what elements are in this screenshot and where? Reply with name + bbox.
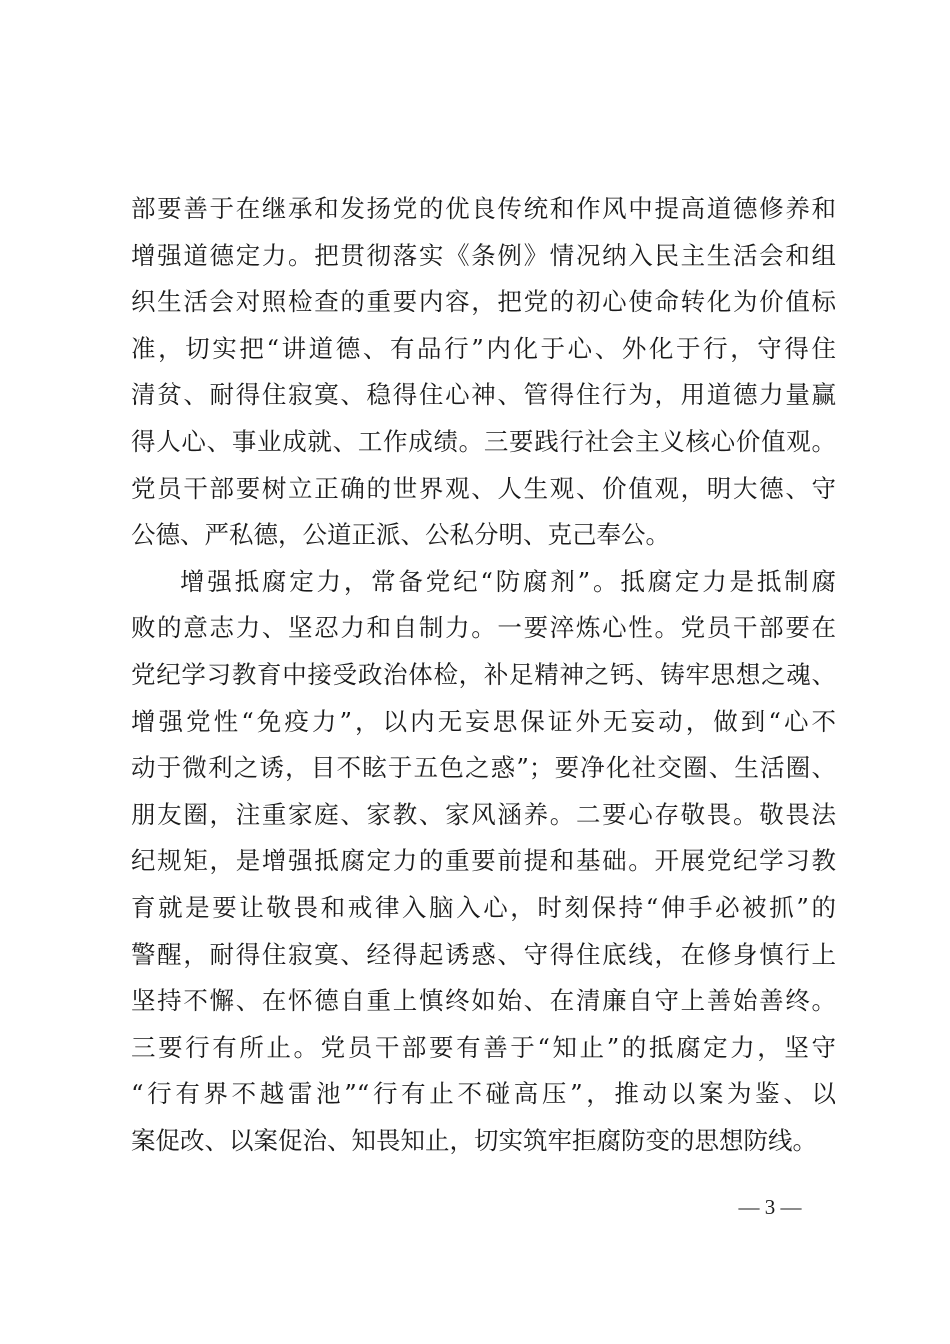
text-line: 织生活会对照检查的重要内容，把党的初心使命转化为价值标 <box>131 287 836 317</box>
text-line: 增强道德定力。把贯彻落实《条例》情况纳入民主生活会和组 <box>131 240 836 270</box>
text-line: “行有界不越雷池”“行有止不碰高压”，推动以案为鉴、以 <box>131 1079 836 1109</box>
text-line: 清贫、耐得住寂寞、稳得住心神、管得住行为，用道德力量赢 <box>131 380 836 410</box>
text-line: 增强党性“免疫力”，以内无妄思保证外无妄动，做到“心不 <box>131 706 836 736</box>
text-line: 动于微利之诱，目不眩于五色之惑”；要净化社交圈、生活圈、 <box>131 753 836 783</box>
text-line: 公德、严私德，公道正派、公私分明、克己奉公。 <box>131 520 670 550</box>
text-line: 案促改、以案促治、知畏知止，切实筑牢拒腐防变的思想防线。 <box>131 1125 817 1155</box>
text-line: 增强抵腐定力，常备党纪“防腐剂”。抵腐定力是抵制腐 <box>180 566 836 596</box>
text-line: 纪规矩，是增强抵腐定力的重要前提和基础。开展党纪学习教 <box>131 846 836 876</box>
text-line: 育就是要让敬畏和戒律入脑入心，时刻保持“伸手必被抓”的 <box>131 892 836 922</box>
text-line: 党纪学习教育中接受政治体检，补足精神之钙、铸牢思想之魂、 <box>131 659 836 689</box>
text-line: 朋友圈，注重家庭、家教、家风涵养。二要心存敬畏。敬畏法 <box>131 799 836 829</box>
text-line: 警醒，耐得住寂寞、经得起诱惑、守得住底线，在修身慎行上 <box>131 939 836 969</box>
paragraph-2 <box>131 559 836 1165</box>
page-number: — 3 — <box>738 1195 802 1219</box>
text-line: 部要善于在继承和发扬党的优良传统和作风中提高道德修养和 <box>131 194 836 223</box>
text-line: 败的意志力、坚忍力和自制力。一要淬炼心性。党员干部要在 <box>131 613 836 643</box>
text-line: 三要行有所止。党员干部要有善于“知止”的抵腐定力，坚守 <box>131 1032 836 1062</box>
text-line: 坚持不懈、在怀德自重上慎终如始、在清廉自守上善始善终。 <box>131 986 836 1016</box>
text-line: 党员干部要树立正确的世界观、人生观、价值观，明大德、守 <box>131 473 836 503</box>
text-line: 得人心、事业成就、工作成绩。三要践行社会主义核心价值观。 <box>131 426 836 456</box>
body-text <box>131 186 836 1164</box>
paragraph-1 <box>131 186 836 559</box>
text-line: 准，切实把“讲道德、有品行”内化于心、外化于行，守得住 <box>131 333 836 363</box>
